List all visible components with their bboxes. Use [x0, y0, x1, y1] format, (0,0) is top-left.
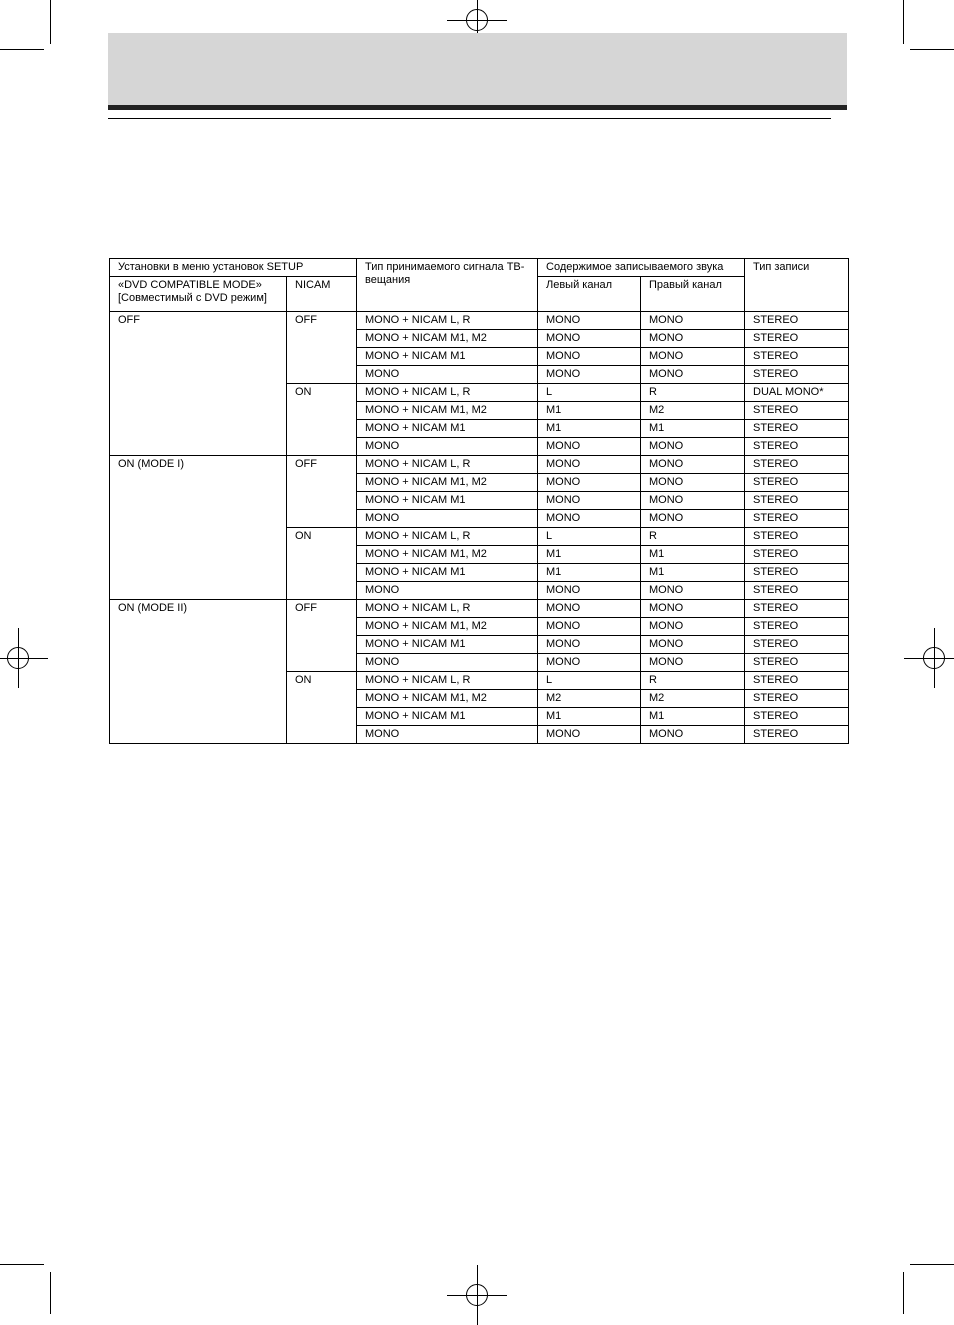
signal-cell: MONO + NICAM L, R [357, 384, 538, 402]
right-channel-cell: MONO [641, 654, 745, 672]
left-channel-cell: M1 [538, 564, 641, 582]
right-channel-cell: M1 [641, 708, 745, 726]
header-signal-type: Тип принимаемого сигнала ТВ-вещания [357, 259, 538, 312]
left-channel-cell: M1 [538, 546, 641, 564]
nicam-cell: OFF [287, 600, 357, 672]
signal-cell: MONO [357, 582, 538, 600]
header-record-type: Тип записи [745, 259, 849, 312]
crop-mark [50, 0, 51, 44]
signal-cell: MONO + NICAM M1, M2 [357, 618, 538, 636]
table-row [110, 312, 849, 330]
registration-mark-icon [7, 647, 29, 669]
record-type-cell: STEREO [745, 600, 849, 618]
right-channel-cell: M1 [641, 546, 745, 564]
record-type-cell: STEREO [745, 654, 849, 672]
left-channel-cell: MONO [538, 618, 641, 636]
left-channel-cell: MONO [538, 348, 641, 366]
table-row [110, 456, 849, 474]
right-channel-cell: R [641, 528, 745, 546]
right-channel-cell: MONO [641, 312, 745, 330]
page-header-band [108, 33, 847, 105]
nicam-cell: ON [287, 384, 357, 456]
signal-cell: MONO + NICAM M1 [357, 348, 538, 366]
record-type-cell: STEREO [745, 438, 849, 456]
right-channel-cell: M1 [641, 564, 745, 582]
record-type-cell: DUAL MONO* [745, 384, 849, 402]
right-channel-cell: MONO [641, 582, 745, 600]
signal-cell: MONO + NICAM M1, M2 [357, 474, 538, 492]
crop-mark [903, 0, 904, 44]
signal-cell: MONO + NICAM M1, M2 [357, 546, 538, 564]
left-channel-cell: MONO [538, 456, 641, 474]
header-rule [108, 105, 847, 110]
registration-mark-icon [466, 9, 488, 31]
signal-cell: MONO + NICAM L, R [357, 600, 538, 618]
left-channel-cell: MONO [538, 600, 641, 618]
right-channel-cell: MONO [641, 330, 745, 348]
record-type-cell: STEREO [745, 312, 849, 330]
right-channel-cell: MONO [641, 600, 745, 618]
signal-cell: MONO [357, 366, 538, 384]
header-content: Содержимое записываемого звука [538, 259, 745, 277]
left-channel-cell: M1 [538, 402, 641, 420]
record-type-cell: STEREO [745, 348, 849, 366]
crop-mark [903, 1272, 904, 1314]
crop-mark [50, 1272, 51, 1314]
header-nicam: NICAM [287, 277, 357, 312]
signal-cell: MONO + NICAM L, R [357, 672, 538, 690]
right-channel-cell: MONO [641, 474, 745, 492]
record-type-cell: STEREO [745, 528, 849, 546]
crop-mark [910, 49, 954, 50]
right-channel-cell: R [641, 384, 745, 402]
signal-cell: MONO + NICAM L, R [357, 528, 538, 546]
audio-recording-table [109, 258, 849, 744]
header-dvd-mode [110, 277, 287, 312]
right-channel-cell: M1 [641, 420, 745, 438]
record-type-cell: STEREO [745, 708, 849, 726]
header-setup-menu: Установки в меню установок SETUP [110, 259, 357, 277]
nicam-cell: ON [287, 672, 357, 744]
left-channel-cell: MONO [538, 330, 641, 348]
left-channel-cell: L [538, 528, 641, 546]
left-channel-cell: M1 [538, 708, 641, 726]
record-type-cell: STEREO [745, 420, 849, 438]
record-type-cell: STEREO [745, 564, 849, 582]
record-type-cell: STEREO [745, 636, 849, 654]
header-divider [108, 118, 831, 119]
right-channel-cell: R [641, 672, 745, 690]
nicam-cell: OFF [287, 456, 357, 528]
right-channel-cell: MONO [641, 726, 745, 744]
right-channel-cell: MONO [641, 618, 745, 636]
record-type-cell: STEREO [745, 672, 849, 690]
record-type-cell: STEREO [745, 474, 849, 492]
left-channel-cell: MONO [538, 654, 641, 672]
record-type-cell: STEREO [745, 402, 849, 420]
record-type-cell: STEREO [745, 492, 849, 510]
crop-mark [0, 49, 44, 50]
record-type-cell: STEREO [745, 546, 849, 564]
left-channel-cell: MONO [538, 474, 641, 492]
registration-mark-icon [466, 1284, 488, 1306]
left-channel-cell: M1 [538, 420, 641, 438]
signal-cell: MONO + NICAM M1 [357, 420, 538, 438]
registration-mark-icon [923, 647, 945, 669]
right-channel-cell: MONO [641, 636, 745, 654]
signal-cell: MONO + NICAM M1 [357, 492, 538, 510]
record-type-cell: STEREO [745, 456, 849, 474]
right-channel-cell: MONO [641, 348, 745, 366]
left-channel-cell: M2 [538, 690, 641, 708]
signal-cell: MONO [357, 510, 538, 528]
signal-cell: MONO + NICAM L, R [357, 456, 538, 474]
crop-mark [910, 1264, 954, 1265]
signal-cell: MONO [357, 438, 538, 456]
record-type-cell: STEREO [745, 366, 849, 384]
signal-cell: MONO + NICAM M1 [357, 636, 538, 654]
signal-cell: MONO + NICAM L, R [357, 312, 538, 330]
left-channel-cell: L [538, 672, 641, 690]
dvd-mode-cell: ON (MODE I) [110, 456, 287, 600]
left-channel-cell: MONO [538, 510, 641, 528]
right-channel-cell: MONO [641, 366, 745, 384]
header-right-channel: Правый канал [641, 277, 745, 312]
dvd-mode-cell: OFF [110, 312, 287, 456]
record-type-cell: STEREO [745, 582, 849, 600]
header-dvd-mode-line2: [Совместимый с DVD режим] [118, 292, 267, 304]
left-channel-cell: MONO [538, 492, 641, 510]
left-channel-cell: MONO [538, 438, 641, 456]
table-body [110, 312, 849, 744]
right-channel-cell: M2 [641, 402, 745, 420]
dvd-mode-cell: ON (MODE II) [110, 600, 287, 744]
nicam-cell: OFF [287, 312, 357, 384]
signal-cell: MONO + NICAM M1, M2 [357, 402, 538, 420]
header-left-channel: Левый канал [538, 277, 641, 312]
record-type-cell: STEREO [745, 690, 849, 708]
record-type-cell: STEREO [745, 510, 849, 528]
record-type-cell: STEREO [745, 330, 849, 348]
right-channel-cell: M2 [641, 690, 745, 708]
table-row [110, 600, 849, 618]
signal-cell: MONO [357, 654, 538, 672]
left-channel-cell: MONO [538, 636, 641, 654]
record-type-cell: STEREO [745, 726, 849, 744]
right-channel-cell: MONO [641, 438, 745, 456]
signal-cell: MONO + NICAM M1 [357, 564, 538, 582]
right-channel-cell: MONO [641, 456, 745, 474]
signal-cell: MONO + NICAM M1, M2 [357, 690, 538, 708]
record-type-cell: STEREO [745, 618, 849, 636]
left-channel-cell: MONO [538, 726, 641, 744]
left-channel-cell: MONO [538, 366, 641, 384]
right-channel-cell: MONO [641, 510, 745, 528]
crop-mark [0, 1264, 44, 1265]
signal-cell: MONO [357, 726, 538, 744]
left-channel-cell: MONO [538, 582, 641, 600]
right-channel-cell: MONO [641, 492, 745, 510]
signal-cell: MONO + NICAM M1 [357, 708, 538, 726]
header-dvd-mode-line1: «DVD COMPATIBLE MODE» [118, 279, 262, 291]
signal-cell: MONO + NICAM M1, M2 [357, 330, 538, 348]
left-channel-cell: MONO [538, 312, 641, 330]
left-channel-cell: L [538, 384, 641, 402]
nicam-cell: ON [287, 528, 357, 600]
